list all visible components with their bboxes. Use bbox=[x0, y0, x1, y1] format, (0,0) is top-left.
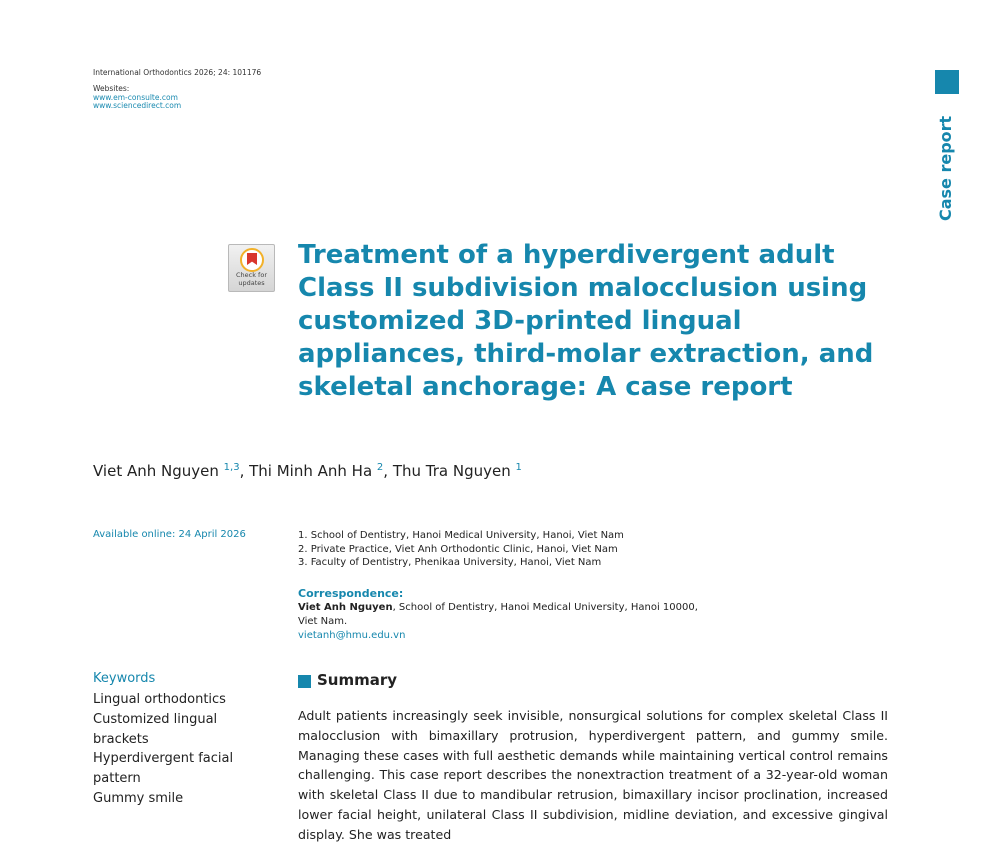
summary-marker-square bbox=[298, 675, 311, 688]
journal-citation: International Orthodontics 2026; 24: 101176 bbox=[93, 68, 262, 77]
correspondence-email-link[interactable]: vietanh@hmu.edu.vn bbox=[298, 630, 406, 641]
websites-label: Websites: bbox=[93, 84, 130, 93]
author-affiliation-ref[interactable]: 1 bbox=[515, 462, 522, 473]
article-title: Treatment of a hyperdivergent adult Class II subdivision malocclusion using customized 3D-printed lingual appliances, third-molar extraction, and skeletal anchorage: A case report bbox=[298, 240, 874, 402]
author-affiliation-ref[interactable]: 1,3 bbox=[223, 462, 240, 473]
keywords-heading: Keywords bbox=[93, 671, 156, 686]
website-link-em-consulte[interactable]: www.em-consulte.com bbox=[93, 93, 178, 102]
author-affiliation-ref[interactable]: 2 bbox=[376, 462, 384, 473]
available-online-date: Available online: 24 April 2026 bbox=[93, 529, 246, 540]
author-name: Thu Tra Nguyen bbox=[392, 462, 511, 480]
keywords-list bbox=[93, 690, 243, 809]
author-name: Viet Anh Nguyen bbox=[93, 462, 219, 480]
check-for-updates-label: Check for updates bbox=[236, 271, 267, 287]
affiliation-item: 1. School of Dentistry, Hanoi Medical University, Hanoi, Viet Nam bbox=[298, 530, 624, 541]
affiliation-item: 3. Faculty of Dentistry, Phenikaa University, Hanoi, Viet Nam bbox=[298, 557, 602, 569]
author-list: Viet Anh Nguyen $^{1,3}$, Thi Minh Anh Ha $^2$, Thu Tra Nguyen $^1$ bbox=[93, 462, 522, 480]
article-type-label: Case report bbox=[936, 115, 955, 221]
affiliation-list bbox=[298, 529, 624, 570]
correspondence-name: Viet Anh Nguyen bbox=[298, 602, 393, 613]
summary-heading: Summary bbox=[317, 671, 398, 689]
section-marker-square bbox=[935, 70, 959, 94]
keyword-item: Hyperdivergent facial pattern bbox=[93, 751, 234, 787]
check-for-updates-badge[interactable] bbox=[228, 244, 275, 292]
keyword-item: Lingual orthodontics bbox=[93, 692, 226, 707]
website-link-sciencedirect[interactable]: www.sciencedirect.com bbox=[93, 101, 182, 110]
affiliation-item: 2. Private Practice, Viet Anh Orthodontic Clinic, Hanoi, Viet Nam bbox=[298, 543, 618, 555]
keyword-item: Gummy smile bbox=[93, 790, 184, 806]
correspondence-heading: Correspondence: bbox=[298, 587, 404, 600]
bookmark-icon bbox=[240, 248, 264, 272]
correspondence-address: Viet Anh Nguyen, School of Dentistry, Hanoi Medical University, Hanoi 10000, Viet Nam. bbox=[298, 602, 698, 627]
author-name: Thi Minh Anh Ha bbox=[249, 462, 373, 480]
summary-text: Adult patients increasingly seek invisible, nonsurgical solutions for complex skeletal Class II malocclusion with bimaxillary protrusion, hyperdivergent pattern, and gummy smile. Managing these cases with full aesthetic demands while maintaining vertical control remains challenging. This case report describes the nonextraction treatment of a 32-year-old woman with skeletal Class II due to mandibular retrusion, bimaxillary incisor proclination, increased lower facial height, unilateral Class II subdivision, midline deviation, and excessive gingival display. She was treated bbox=[298, 708, 888, 842]
keyword-item: Customized lingual brackets bbox=[93, 711, 218, 747]
